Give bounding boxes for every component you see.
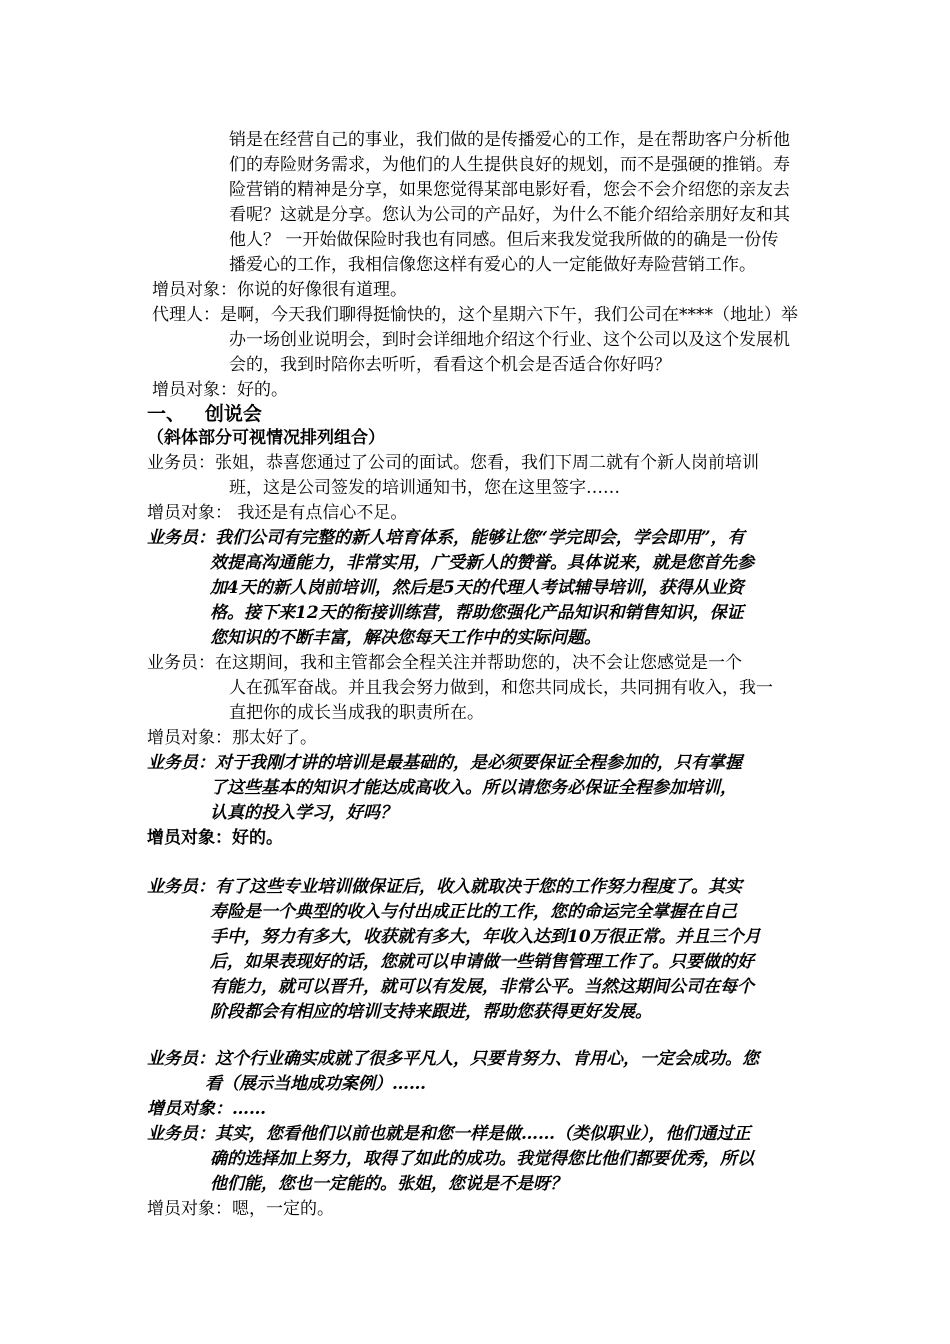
dialogue-line-italic: 业务员：其实，您看他们以前也就是和您一样是做……（类似职业），他们通过正 [147,1124,751,1144]
dialogue-line: 增员对象： 我还是有点信心不足。 [147,503,408,523]
dialogue-line: 增员对象：你说的好像很有道理。 [152,280,407,300]
dialogue-line: 增员对象：好的。 [147,828,283,848]
dialogue-line: 办一场创业说明会，到时会详细地介绍这个行业、这个公司以及这个发展机 [229,330,790,350]
section-heading: 一、 创说会 [147,403,262,425]
paragraph-line: 们的寿险财务需求，为他们的人生提供良好的规划，而不是强硬的推销。寿 [229,155,790,175]
dialogue-line: 代理人：是啊，今天我们聊得挺愉快的，这个星期六下午，我们公司在****（地址）举 [152,305,798,325]
dialogue-line-italic: 业务员：我们公司有完整的新人培育体系，能够让您“学完即会，学会即用”，有 [147,528,745,548]
dialogue-line-italic: 了这些基本的知识才能达成高收入。所以请您务必保证全程参加培训， [210,778,737,798]
dialogue-line-italic: 看（展示当地成功案例）…… [205,1074,426,1094]
dialogue-line-italic: 业务员：对于我刚才讲的培训是最基础的，是必须要保证全程参加的，只有掌握 [147,753,742,773]
dialogue-line: 增员对象：好的。 [152,380,288,400]
dialogue-line: 业务员：张姐，恭喜您通过了公司的面试。您看，我们下周二就有个新人岗前培训 [147,453,759,473]
dialogue-line-italic: 有能力，就可以晋升，就可以有发展，非常公平。当然这期间公司在每个 [210,977,754,997]
dialogue-line: 增员对象：那太好了。 [147,728,317,748]
dialogue-line-italic: 格。接下来12天的衔接训练营，帮助您强化产品知识和销售知识，保证 [210,603,744,623]
dialogue-line-italic: 认真的投入学习，好吗？ [210,803,397,823]
dialogue-line-italic: 业务员：有了这些专业培训做保证后，收入就取决于您的工作努力程度了。其实 [147,877,742,897]
dialogue-line-italic: 阶段都会有相应的培训支持来跟进，帮助您获得更好发展。 [210,1002,652,1022]
dialogue-line: 会的，我到时陪你去听听，看看这个机会是否适合你好吗？ [229,355,671,375]
dialogue-line: 班，这是公司签发的培训通知书，您在这里签字…… [229,478,620,498]
section-note: （斜体部分可视情况排列组合） [147,428,385,448]
paragraph-line: 他人？ 一开始做保险时我也有同感。但后来我发觉我所做的的确是一份传 [229,230,779,250]
dialogue-line-italic: 业务员：这个行业确实成就了很多平凡人，只要肯努力、肯用心，一定会成功。您 [147,1049,759,1069]
paragraph-line: 看呢？这就是分享。您认为公司的产品好，为什么不能介绍给亲朋好友和其 [229,205,790,225]
dialogue-line-italic: 他们能，您也一定能的。张姐，您说是不是呀？ [210,1174,567,1194]
dialogue-line-italic: 手中，努力有多大，收获就有多大，年收入达到10万很正常。并且三个月 [210,927,761,947]
paragraph-line: 销是在经营自己的事业，我们做的是传播爱心的工作，是在帮助客户分析他 [229,130,790,150]
dialogue-line-italic: 增员对象：…… [147,1099,266,1119]
dialogue-line: 增员对象：嗯，一定的。 [147,1199,334,1219]
dialogue-line-italic: 寿险是一个典型的收入与付出成正比的工作，您的命运完全掌握在自己 [210,902,737,922]
dialogue-line-italic: 确的选择加上努力，取得了如此的成功。我觉得您比他们都要优秀，所以 [210,1149,754,1169]
dialogue-line-italic: 您知识的不断丰富，解决您每天工作中的实际问题。 [210,628,601,648]
dialogue-line-italic: 后，如果表现好的话，您就可以申请做一些销售管理工作了。只要做的好 [210,952,754,972]
paragraph-line: 播爱心的工作，我相信像您这样有爱心的人一定能做好寿险营销工作。 [229,255,756,275]
dialogue-line: 人在孤军奋战。并且我会努力做到，和您共同成长，共同拥有收入，我一 [229,678,773,698]
paragraph-line: 险营销的精神是分享，如果您觉得某部电影好看，您会不会介绍您的亲友去 [229,180,790,200]
dialogue-line: 直把你的成长当成我的职责所在。 [229,703,484,723]
dialogue-line-italic: 效提高沟通能力，非常实用，广受新人的赞誉。具体说来，就是您首先参 [210,553,754,573]
dialogue-line-italic: 加4天的新人岗前培训，然后是5天的代理人考试辅导培训，获得从业资 [210,578,744,598]
dialogue-line: 业务员：在这期间，我和主管都会全程关注并帮助您的，决不会让您感觉是一个 [147,653,742,673]
